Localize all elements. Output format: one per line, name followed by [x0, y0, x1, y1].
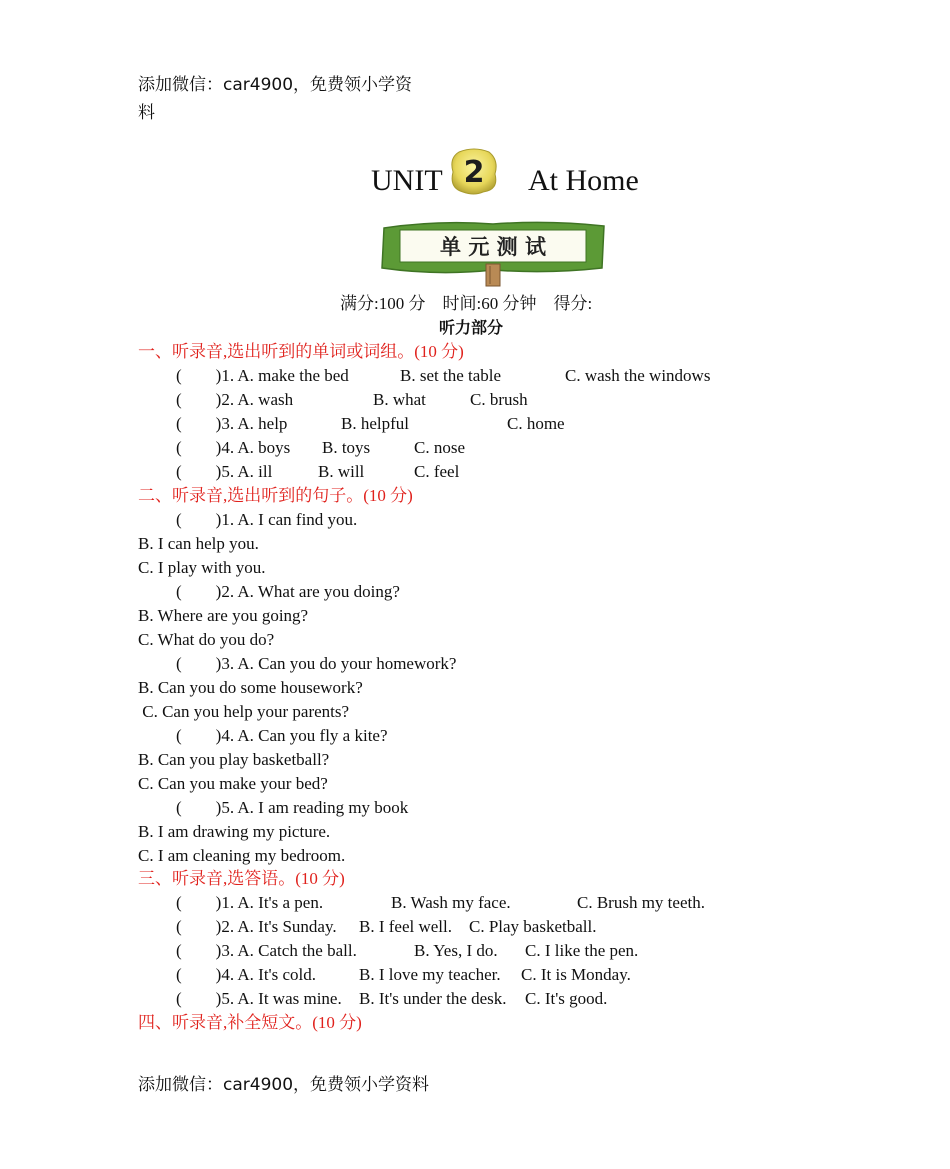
banner-text: 单 元 测 试 [440, 235, 546, 259]
s2-item-2-c: C. What do you do? [138, 630, 275, 649]
listening-heading: 听力部分 [439, 318, 504, 337]
section-2-heading: 二、听录音,选出听到的句子。(10 分) [138, 486, 413, 505]
s2-item-2-a: ( )2. A. What are you doing? [176, 582, 400, 601]
s2-item-1-a: ( )1. A. I can find you. [176, 510, 358, 529]
s2-item-5-c: C. I am cleaning my bedroom. [138, 846, 346, 865]
s2-item-4-a: ( )4. A. Can you fly a kite? [176, 726, 388, 745]
s2-item-3-b: B. Can you do some housework? [138, 678, 363, 697]
unit-number: 2 [463, 155, 485, 190]
s2-item-5-a: ( )5. A. I am reading my book [176, 798, 409, 817]
s2-item-4-b: B. Can you play basketball? [138, 750, 330, 769]
s2-item-3-c: C. Can you help your parents? [138, 702, 350, 721]
section-4-heading: 四、听录音,补全短文。(10 分) [138, 1013, 362, 1032]
s2-item-2-b: B. Where are you going? [138, 606, 309, 625]
unit-number-badge [449, 146, 499, 196]
unit-label: UNIT [371, 164, 443, 197]
unit-test-banner [378, 218, 608, 288]
unit-title: At Home [528, 164, 639, 197]
s2-item-1-b: B. I can help you. [138, 534, 259, 553]
header-line-1: 添加微信：car4900，免费领小学资 [138, 75, 413, 95]
section-3-heading: 三、听录音,选答语。(10 分) [138, 869, 345, 888]
s2-item-1-c: C. I play with you. [138, 558, 266, 577]
header-line-2: 料 [138, 103, 155, 123]
s2-item-3-a: ( )3. A. Can you do your homework? [176, 654, 457, 673]
footer-text: 添加微信：car4900，免费领小学资料 [138, 1075, 430, 1095]
s2-item-5-b: B. I am drawing my picture. [138, 822, 331, 841]
score-time-line: 满分:100 分 时间:60 分钟 得分: [340, 294, 593, 313]
s2-item-4-c: C. Can you make your bed? [138, 774, 328, 793]
section-1-heading: 一、听录音,选出听到的单词或词组。(10 分) [138, 342, 464, 361]
